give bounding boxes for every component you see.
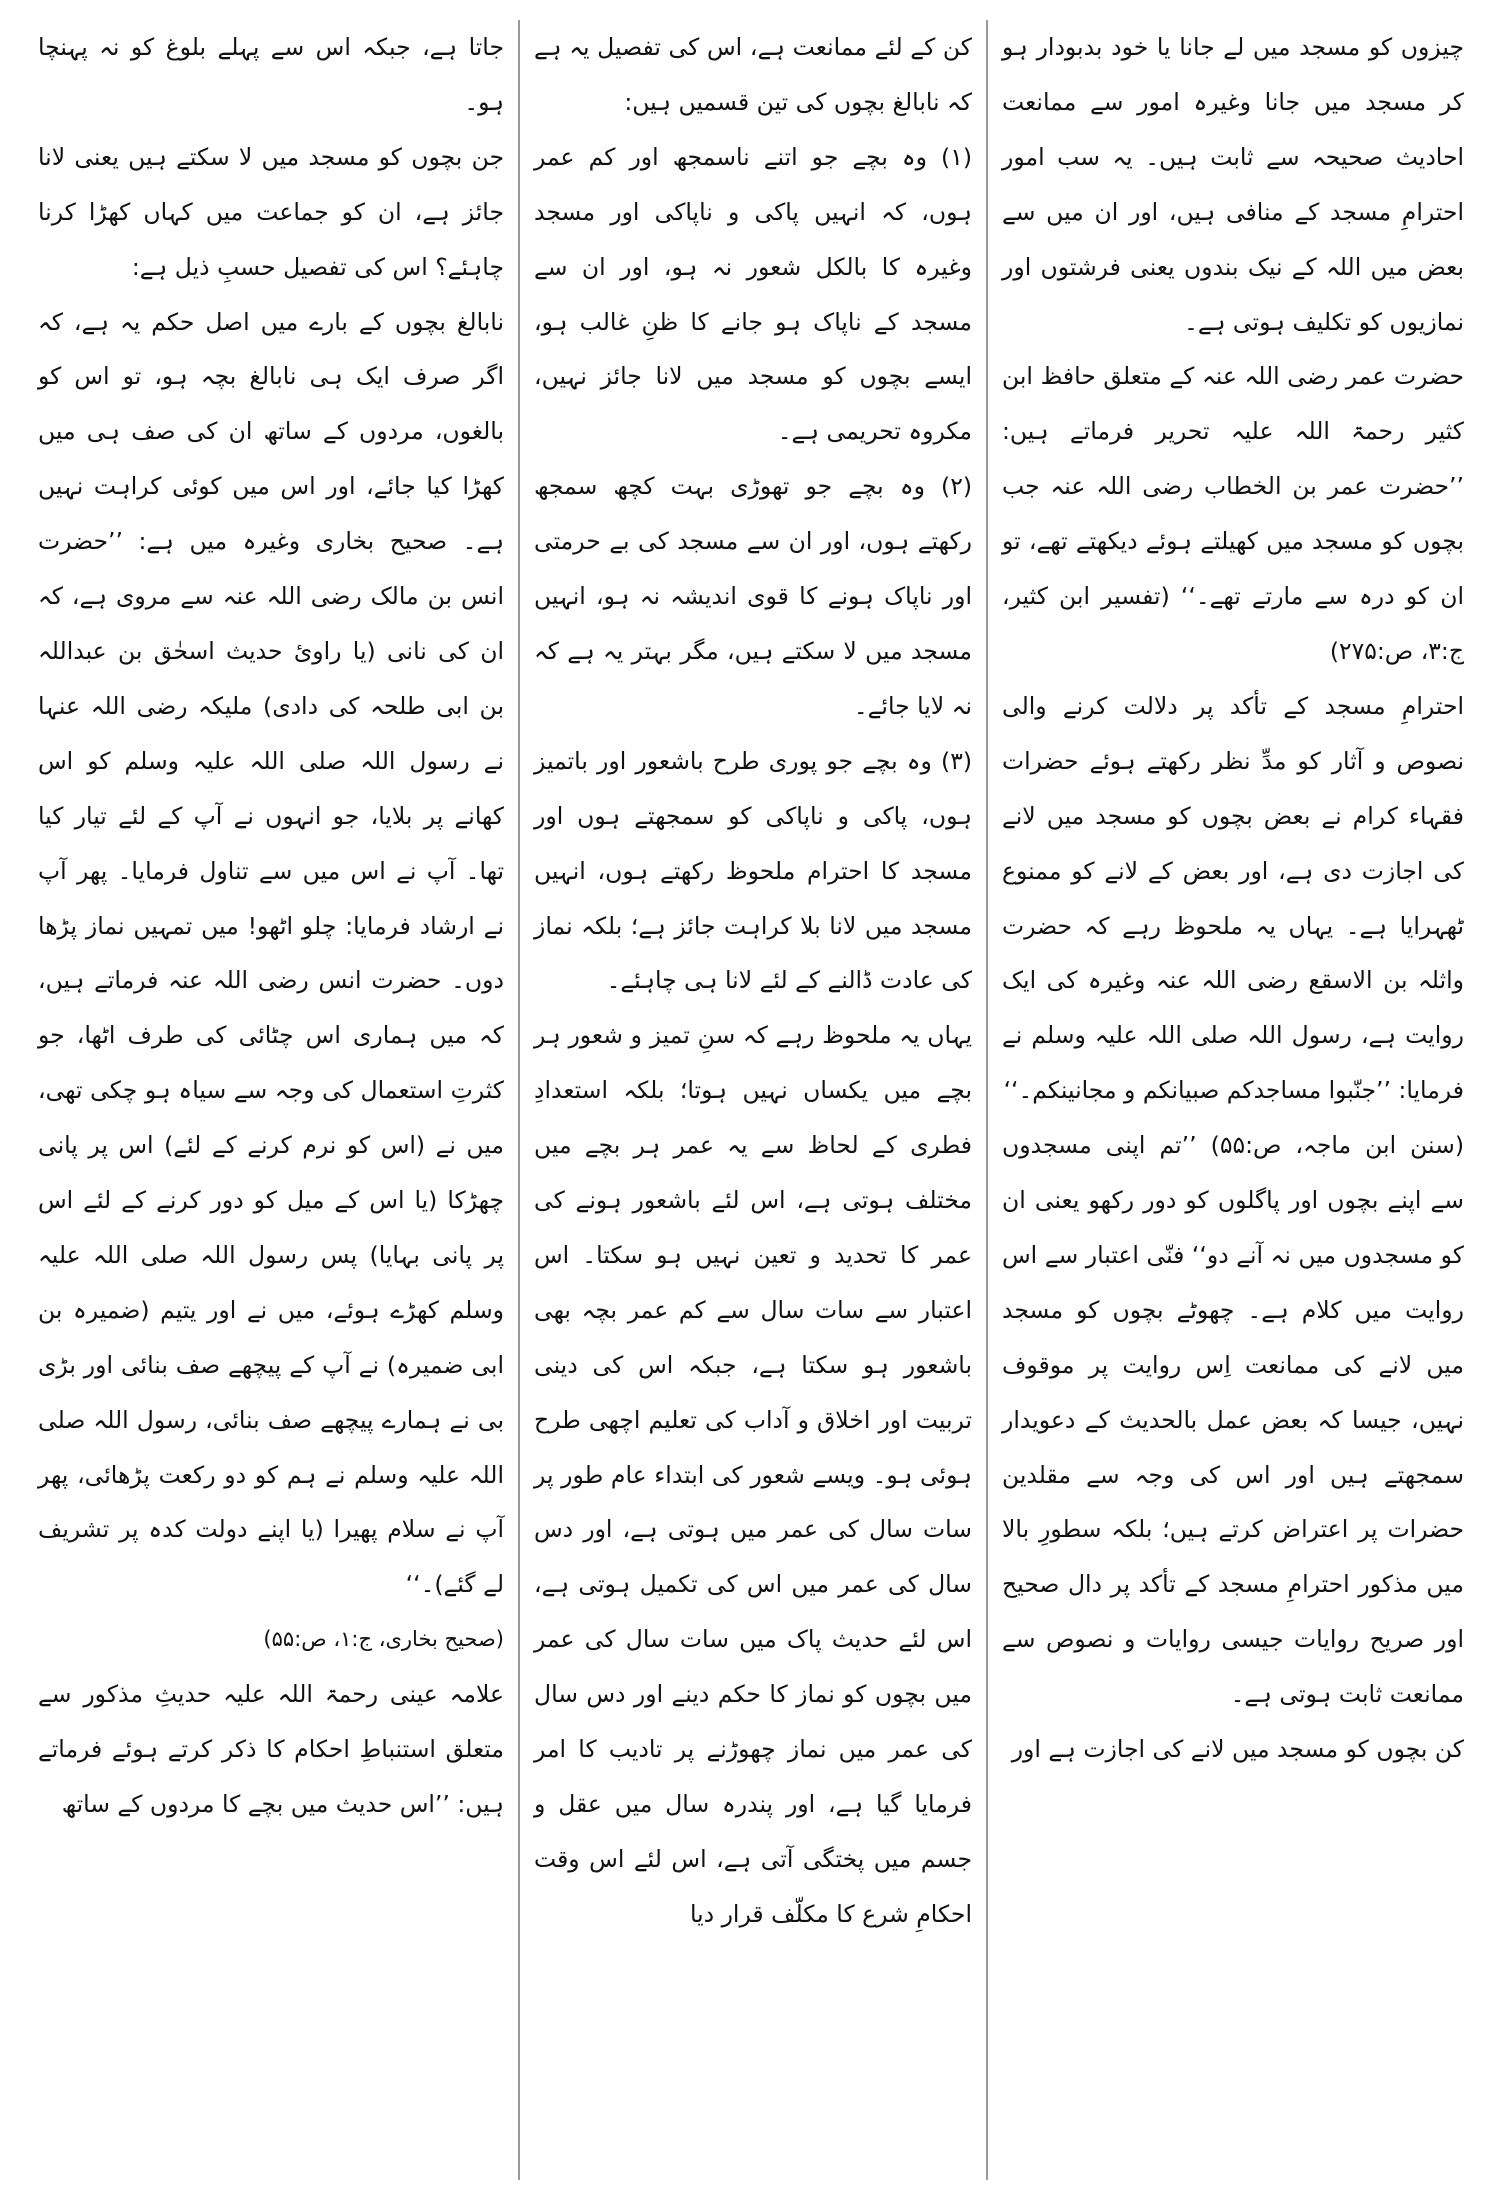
paragraph: (۲) وہ بچے جو تھوڑی بہت کچھ سمجھ رکھتے ہوں، اور ان سے مسجد کی بے حرمتی اور ناپاک ہونے کا قوی اندیشہ نہ ہو، انہیں مسجد میں لا سکتے ہیں، مگر بہتر یہ ہے کہ نہ لایا جائے۔ [534, 472, 972, 720]
paragraph: یہاں یہ ملحوظ رہے کہ سنِ تمیز و شعور ہر بچے میں یکساں نہیں ہوتا؛ بلکہ استعدادِ فطری کے لحاظ سے یہ عمر ہر بچے میں مختلف ہوتی ہے، اس لئے باشعور ہونے کی عمر کا تحدید و تعین نہیں ہو سکتا۔ اس اعتبار سے سات سال سے کم عمر بچہ بھی باشعور ہو سکتا ہے، جبکہ اس کی دینی تربیت اور اخلاق و آداب کی تعلیم اچھی طرح ہوئی ہو۔ ویسے شعور کی ابتداء عام طور پر سات سال کی عمر میں ہوتی ہے، اور دس سال کی عمر میں اس کی تکمیل ہوتی ہے، اس لئے حدیث پاک میں سات سال کی عمر میں بچوں کو نماز کا حکم دینے اور دس سال کی عمر میں نماز چھوڑنے پر تادیب کا امر فرمایا گیا ہے، اور پندرہ سال میں عقل و جسم میں پختگی آتی ہے، اس لئے اس وقت احکامِ شرع کا مکلّف قرار دیا [534, 1021, 972, 1928]
paragraph: چیزوں کو مسجد میں لے جانا یا خود بدبودار ہو کر مسجد میں جانا وغیرہ امور سے ممانعت احادیث صحیحہ سے ثابت ہیں۔ یہ سب امور احترامِ مسجد کے منافی ہیں، اور ان میں سے بعض میں اللہ کے نیک بندوں یعنی فرشتوں اور نمازیوں کو تکلیف ہوتی ہے۔ [1002, 33, 1464, 336]
text-column-right [988, 20, 1478, 2180]
paragraph: کن بچوں کو مسجد میں لانے کی اجازت ہے اور [1011, 1735, 1464, 1764]
text-column-left [24, 20, 518, 2180]
paragraph: کن کے لئے ممانعت ہے، اس کی تفصیل یہ ہے کہ نابالغ بچوں کی تین قسمیں ہیں: [534, 33, 972, 116]
paragraph: علامہ عینی رحمۃ اللہ علیہ حدیثِ مذکور سے متعلق استنباطِ احکام کا ذکر کرتے ہوئے فرماتے ہیں: ’’اس حدیث میں بچے کا مردوں کے ساتھ [38, 1680, 504, 1818]
text-column-middle [518, 20, 988, 2180]
paragraph: (سنن ابن ماجہ، ص:۵۵) ’’تم اپنی مسجدوں سے اپنے بچوں اور پاگلوں کو دور رکھو یعنی ان کو مسجدوں میں نہ آنے دو‘‘ فنّی اعتبار سے اس روایت میں کلام ہے۔ چھوٹے بچوں کو مسجد میں لانے کی ممانعت اِس روایت پر موقوف نہیں، جیسا کہ بعض عمل بالحدیث کے دعویدار سمجھتے ہیں اور اس کی وجہ سے مقلدین حضرات پر اعتراض کرتے ہیں؛ بلکہ سطورِ بالا میں مذکور احترامِ مسجد کے تأکد پر دال صحیح اور صریح روایات جیسی روایات و نصوص سے ممانعت ثابت ہوتی ہے۔ [1002, 1131, 1464, 1709]
paragraph: احترامِ مسجد کے تأکد پر دلالت کرنے والی نصوص و آثار کو مدِّ نظر رکھتے ہوئے حضرات فقہاء کرام نے بعض بچوں کو مسجد میں لانے کی اجازت دی ہے، اور بعض کے لانے کو ممنوع ٹھہرایا ہے۔ یہاں یہ ملحوظ رہے کہ حضرت واثلہ بن الاسقع رضی اللہ عنہ وغیرہ کی ایک روایت ہے، رسول اللہ صلی اللہ علیہ وسلم نے فرمایا: ’’جنّبوا مساجدکم صبیانکم و مجانینکم۔‘‘ [1002, 691, 1464, 1105]
paragraph: (۱) وہ بچے جو اتنے ناسمجھ اور کم عمر ہوں، کہ انہیں پاکی و ناپاکی اور مسجد وغیرہ کا بالکل شعور نہ ہو، اور ان سے مسجد کے ناپاک ہو جانے کا ظنِ غالب ہو، ایسے بچوں کو مسجد میں لانا جائز نہیں، مکروہ تحریمی ہے۔ [534, 142, 972, 446]
paragraph: جاتا ہے، جبکہ اس سے پہلے بلوغ کو نہ پہنچا ہو۔ [38, 33, 504, 116]
paragraph: جن بچوں کو مسجد میں لا سکتے ہیں یعنی لانا جائز ہے، ان کو جماعت میں کہاں کھڑا کرنا چاہئے؟ اس کی تفصیل حسبِ ذیل ہے: [38, 142, 504, 281]
paragraph: نابالغ بچوں کے بارے میں اصل حکم یہ ہے، کہ اگر صرف ایک ہی نابالغ بچہ ہو، تو اس کو بالغوں، مردوں کے ساتھ ان کی صف ہی میں کھڑا کیا جائے، اور اس میں کوئی کراہت نہیں ہے۔ صحیح بخاری وغیرہ میں ہے: ’’حضرت انس بن مالک رضی اللہ عنہ سے مروی ہے، کہ ان کی نانی (یا راویٔ حدیث اسحٰق بن عبداللہ بن ابی طلحہ کی دادی) ملیکہ رضی اللہ عنہا نے رسول اللہ صلی اللہ علیہ وسلم کو اس کھانے پر بلایا، جو انہوں نے آپ کے لئے تیار کیا تھا۔ آپ نے اس میں سے تناول فرمایا۔ پھر آپ نے ارشاد فرمایا: چلو اٹھو! میں تمہیں نماز پڑھا دوں۔ حضرت انس رضی اللہ عنہ فرماتے ہیں، کہ میں ہماری اس چٹائی کی طرف اٹھا، جو کثرتِ استعمال کی وجہ سے سیاہ ہو چکی تھی، میں نے (اس کو نرم کرنے کے لئے) اس پر پانی چھڑکا (یا اس کے میل کو دور کرنے کے لئے اس پر پانی بہایا) پس رسول اللہ صلی اللہ علیہ وسلم کھڑے ہوئے، میں نے اور یتیم (ضمیرہ بن ابی ضمیرہ) نے آپ کے پیچھے صف بنائی اور بڑی بی نے ہمارے پیچھے صف بنائی، رسول اللہ صلی اللہ علیہ وسلم نے ہم کو دو رکعت پڑھائی، پھر آپ نے سلام پھیرا (یا اپنے دولت کدہ پر تشریف لے گئے)۔‘‘ [38, 307, 504, 1599]
paragraph: حضرت عمر رضی اللہ عنہ کے متعلق حافظ ابن کثیر رحمۃ اللہ علیہ تحریر فرماتے ہیں: ’’حضرت عمر بن الخطاب رضی اللہ عنہ جب بچوں کو مسجد میں کھیلتے ہوئے دیکھتے تھے، تو ان کو درہ سے مارتے تھے۔‘‘ (تفسیر ابن کثیر، ج:۳، ص:۲۷۵) [1002, 362, 1464, 665]
citation: (صحیح بخاری، ج:۱، ص:۵۵) [263, 1627, 504, 1652]
paragraph: (۳) وہ بچے جو پوری طرح باشعور اور باتمیز ہوں، پاکی و ناپاکی کو سمجھتے ہوں اور مسجد کا احترام ملحوظ رکھتے ہوں، انہیں مسجد میں لانا بلا کراہت جائز ہے؛ بلکہ نماز کی عادت ڈالنے کے لئے لانا ہی چاہئے۔ [534, 746, 972, 995]
